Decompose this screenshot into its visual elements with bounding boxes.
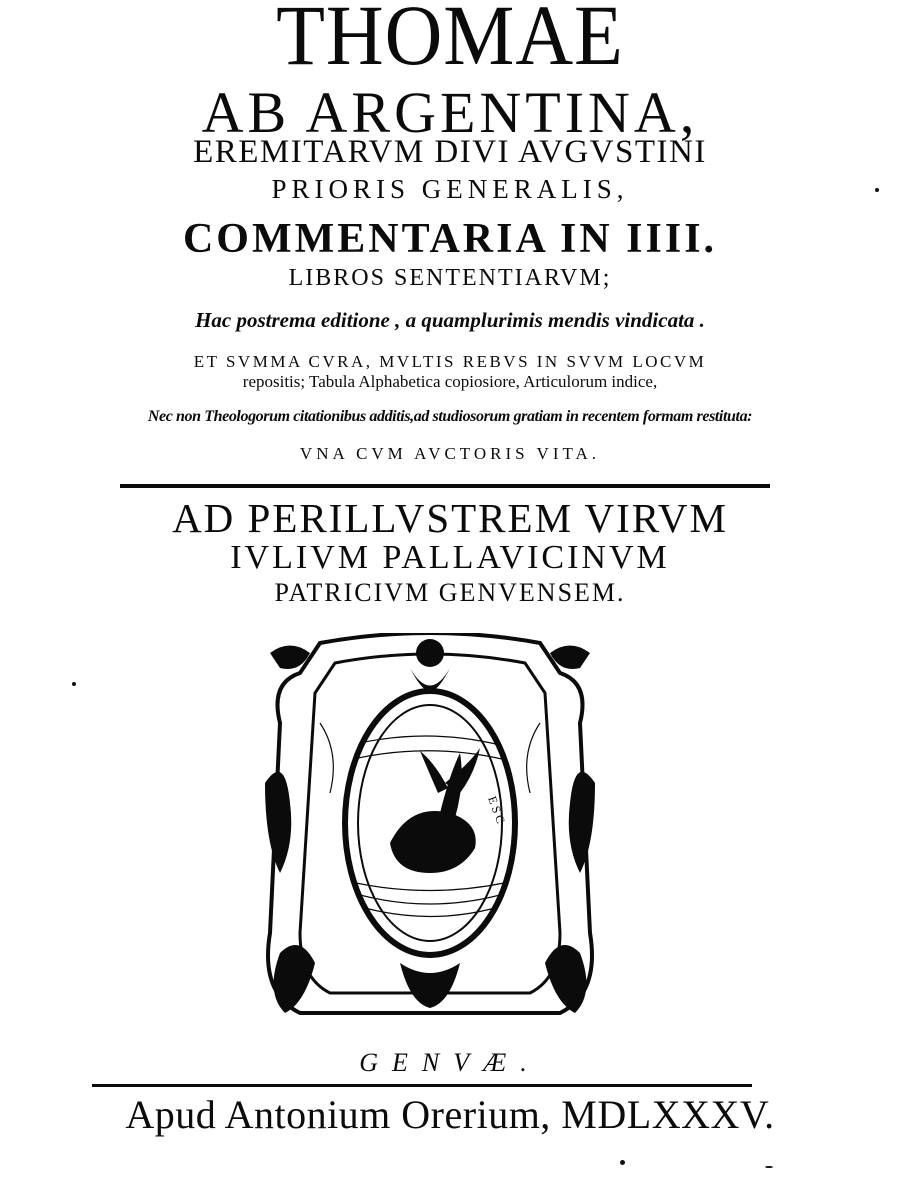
edition-note: Hac postrema editione , a quamplurimis mendis vindicata . [195, 308, 705, 332]
edition-description-1: ET SVMMA CVRA, MVLTIS REBVS IN SVVM LOCVM [193, 352, 707, 371]
author-life-note: VNA CVM AVCTORIS VITA. [299, 444, 601, 463]
ink-speck [620, 1160, 625, 1165]
work-title: COMMENTARIA IN IIII. [182, 216, 718, 262]
edition-description-2: repositis; Tabula Alphabetica copiosiore, Articulorum indice, [242, 372, 658, 391]
author-rank: PRIORIS GENERALIS, [271, 174, 629, 204]
printer-and-year: Apud Antonium Orerium, MDLXXXV. [125, 1092, 775, 1137]
imprint-rule [92, 1084, 752, 1087]
author-name: THOMAE [276, 0, 624, 83]
dedication-line-2: IVLIVM PALLAVICINVM [230, 539, 670, 576]
ink-speck [875, 188, 879, 192]
place-of-printing: GENVÆ. [359, 1048, 541, 1077]
device-motto: E S C [485, 794, 508, 826]
ink-speck [765, 1166, 773, 1168]
dedication-line-3: PATRICIVM GENVENSEM. [274, 578, 626, 607]
printer-device-engraving [260, 633, 600, 1025]
work-title-continued: LIBROS SENTENTIARVM; [288, 265, 612, 291]
ink-speck [72, 682, 76, 686]
edition-description-3: Nec non Theologorum citationibus additis,ad studiosorum gratiam in recentem formam restituta: [147, 408, 753, 425]
divider-rule [120, 484, 770, 488]
author-order: EREMITARVM DIVI AVGVSTINI [193, 134, 707, 170]
dedication-line-1: AD PERILLVSTREM VIRVM [172, 495, 728, 541]
author-origin: AB ARGENTINA, [201, 80, 699, 145]
